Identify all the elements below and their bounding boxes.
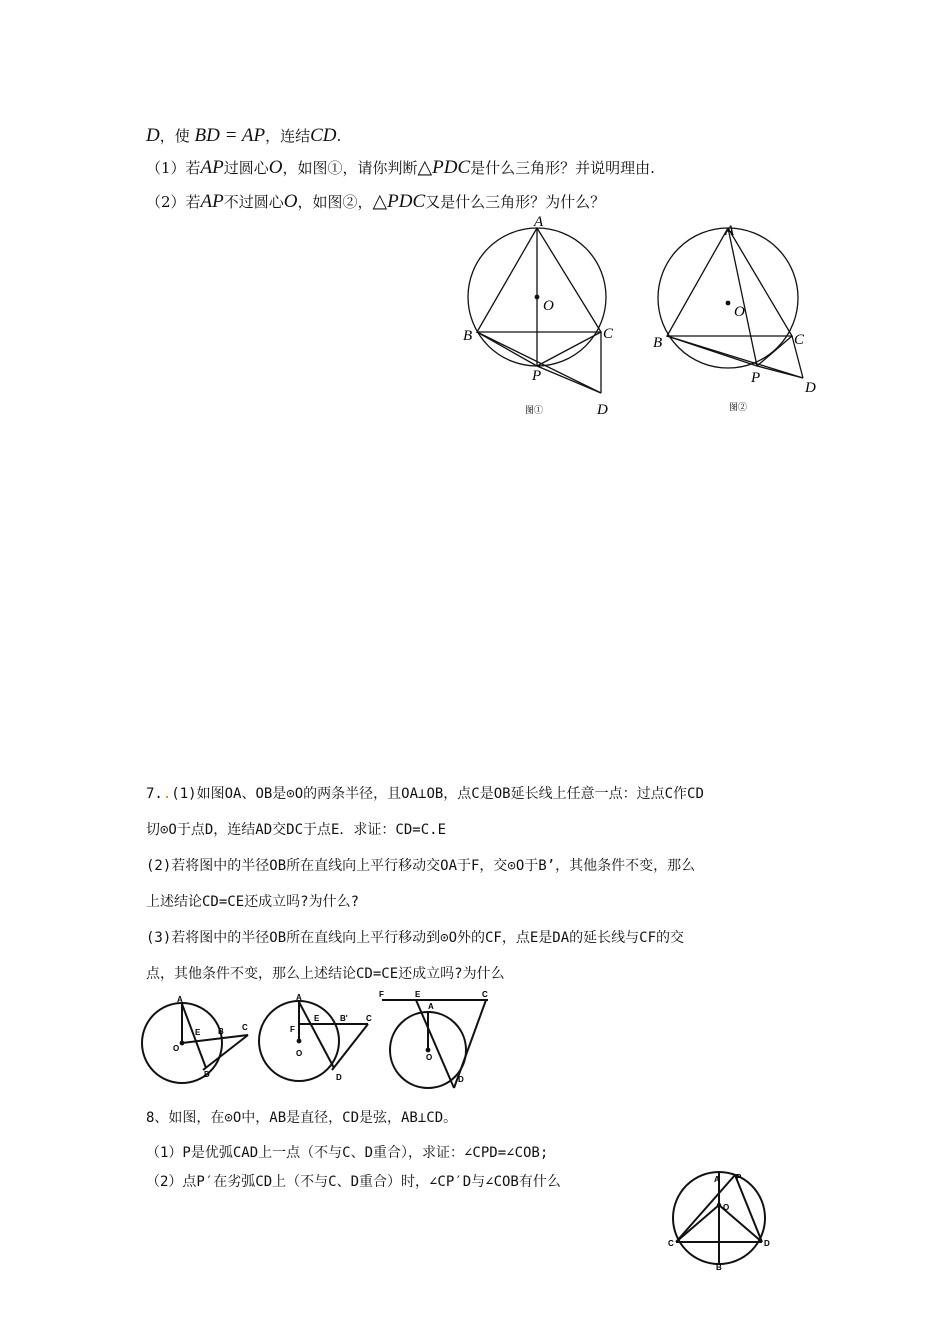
p7f3-label-d: D	[458, 1075, 464, 1084]
p7f3-label-e: E	[415, 990, 421, 999]
fig1-label-a: A	[534, 214, 544, 230]
fig1-label-d: D	[597, 402, 608, 418]
p7-figure-1	[140, 995, 255, 1090]
p7f3-label-f: F	[379, 990, 384, 999]
fig2-label-o: O	[734, 304, 745, 320]
p8-line-1: 8、如图，在⊙O中，AB是直径，CD是弦，AB⊥CD。	[146, 1110, 458, 1126]
fig2-label-d: D	[805, 380, 816, 396]
p7f2-label-c: C	[366, 1014, 372, 1023]
fig1-label-o: O	[543, 298, 554, 314]
fig2-label-b: B	[653, 335, 663, 351]
p7f1-label-c: C	[242, 1023, 248, 1032]
p7f3-label-o: O	[426, 1053, 433, 1062]
fig1-triangle	[477, 228, 601, 332]
p6-question-2: （2）若AP不过圆心O，如图②，△PDC又是什么三角形？为什么？	[146, 191, 606, 212]
p7f2-label-e: E	[314, 1014, 320, 1023]
p7-figure-2	[256, 994, 376, 1090]
fig1-label-p: P	[532, 368, 542, 384]
p8-figure	[664, 1170, 774, 1270]
p7-figure-3	[376, 990, 496, 1090]
p7f1-label-a: A	[177, 995, 183, 1004]
fig2-caption: 图②	[729, 402, 748, 412]
p7f1-label-b: B	[218, 1027, 224, 1036]
fig2-label-c: C	[794, 332, 805, 348]
fig2-label-p: P	[751, 370, 761, 386]
fig2-circle	[658, 228, 798, 368]
figure-1	[455, 210, 625, 425]
p8-label-b: B	[716, 1263, 722, 1272]
p7f3-label-a: A	[428, 1002, 434, 1011]
p7f2-label-o: O	[296, 1049, 303, 1058]
p7f2-label-b: B'	[340, 1014, 348, 1023]
figure-2	[645, 218, 825, 423]
p7f1-label-d: D	[204, 1070, 210, 1079]
p8-line-2: （1）P是优弧CAD上一点（不与C、D重合），求证：∠CPD=∠COB;	[146, 1145, 549, 1161]
p8-label-p: P	[736, 1173, 742, 1182]
p8-label-o: O	[723, 1203, 730, 1212]
p7f2-label-d: D	[336, 1073, 342, 1082]
p8-line-3: （2）点P′在劣弧CD上（不与C、D重合）时，∠CP′D与∠COB有什么	[146, 1174, 561, 1190]
p8-label-c: C	[668, 1239, 674, 1248]
p7-line-3: (2)若将图中的半径OB所在直线向上平行移动交OA于F，交⊙O于B’，其他条件不变，那么	[146, 858, 696, 874]
fig1-caption: 图①	[525, 405, 544, 415]
fig2-label-a: A	[725, 223, 735, 239]
p7-line-1: 7..(1)如图OA、OB是⊙O的两条半径，且OA⊥OB，点C是OB延长线上任意一点：过点C作CD	[146, 786, 704, 802]
p7f1-label-e: E	[195, 1028, 201, 1037]
p8-label-a: A	[714, 1175, 720, 1184]
p7f3-label-c: C	[482, 990, 488, 999]
fig1-label-b: B	[463, 328, 473, 344]
p6-question-1: （1）若AP过圆心O，如图①，请你判断△PDC是什么三角形？并说明理由.	[146, 157, 655, 178]
p7f2-label-a: A	[296, 993, 302, 1002]
p7-line-4: 上述结论CD=CE还成立吗?为什么?	[146, 894, 360, 910]
fig1-label-c: C	[603, 326, 614, 342]
p8-label-d: D	[764, 1239, 770, 1248]
p7f2-label-f: F	[290, 1025, 295, 1034]
p7-line-5: (3)若将图中的半径OB所在直线向上平行移动到⊙O外的CF，点E是DA的延长线与CF的交	[146, 930, 685, 946]
p6-line0: D，使 BD = AP，连结CD.	[146, 125, 342, 146]
p7-line-6: 点，其他条件不变，那么上述结论CD=CE还成立吗?为什么	[146, 966, 505, 982]
p7f1-label-o: O	[173, 1044, 180, 1053]
p7-line-2: 切⊙O于点D，连结AD交DC于点E．求证：CD=C.E	[146, 822, 447, 838]
